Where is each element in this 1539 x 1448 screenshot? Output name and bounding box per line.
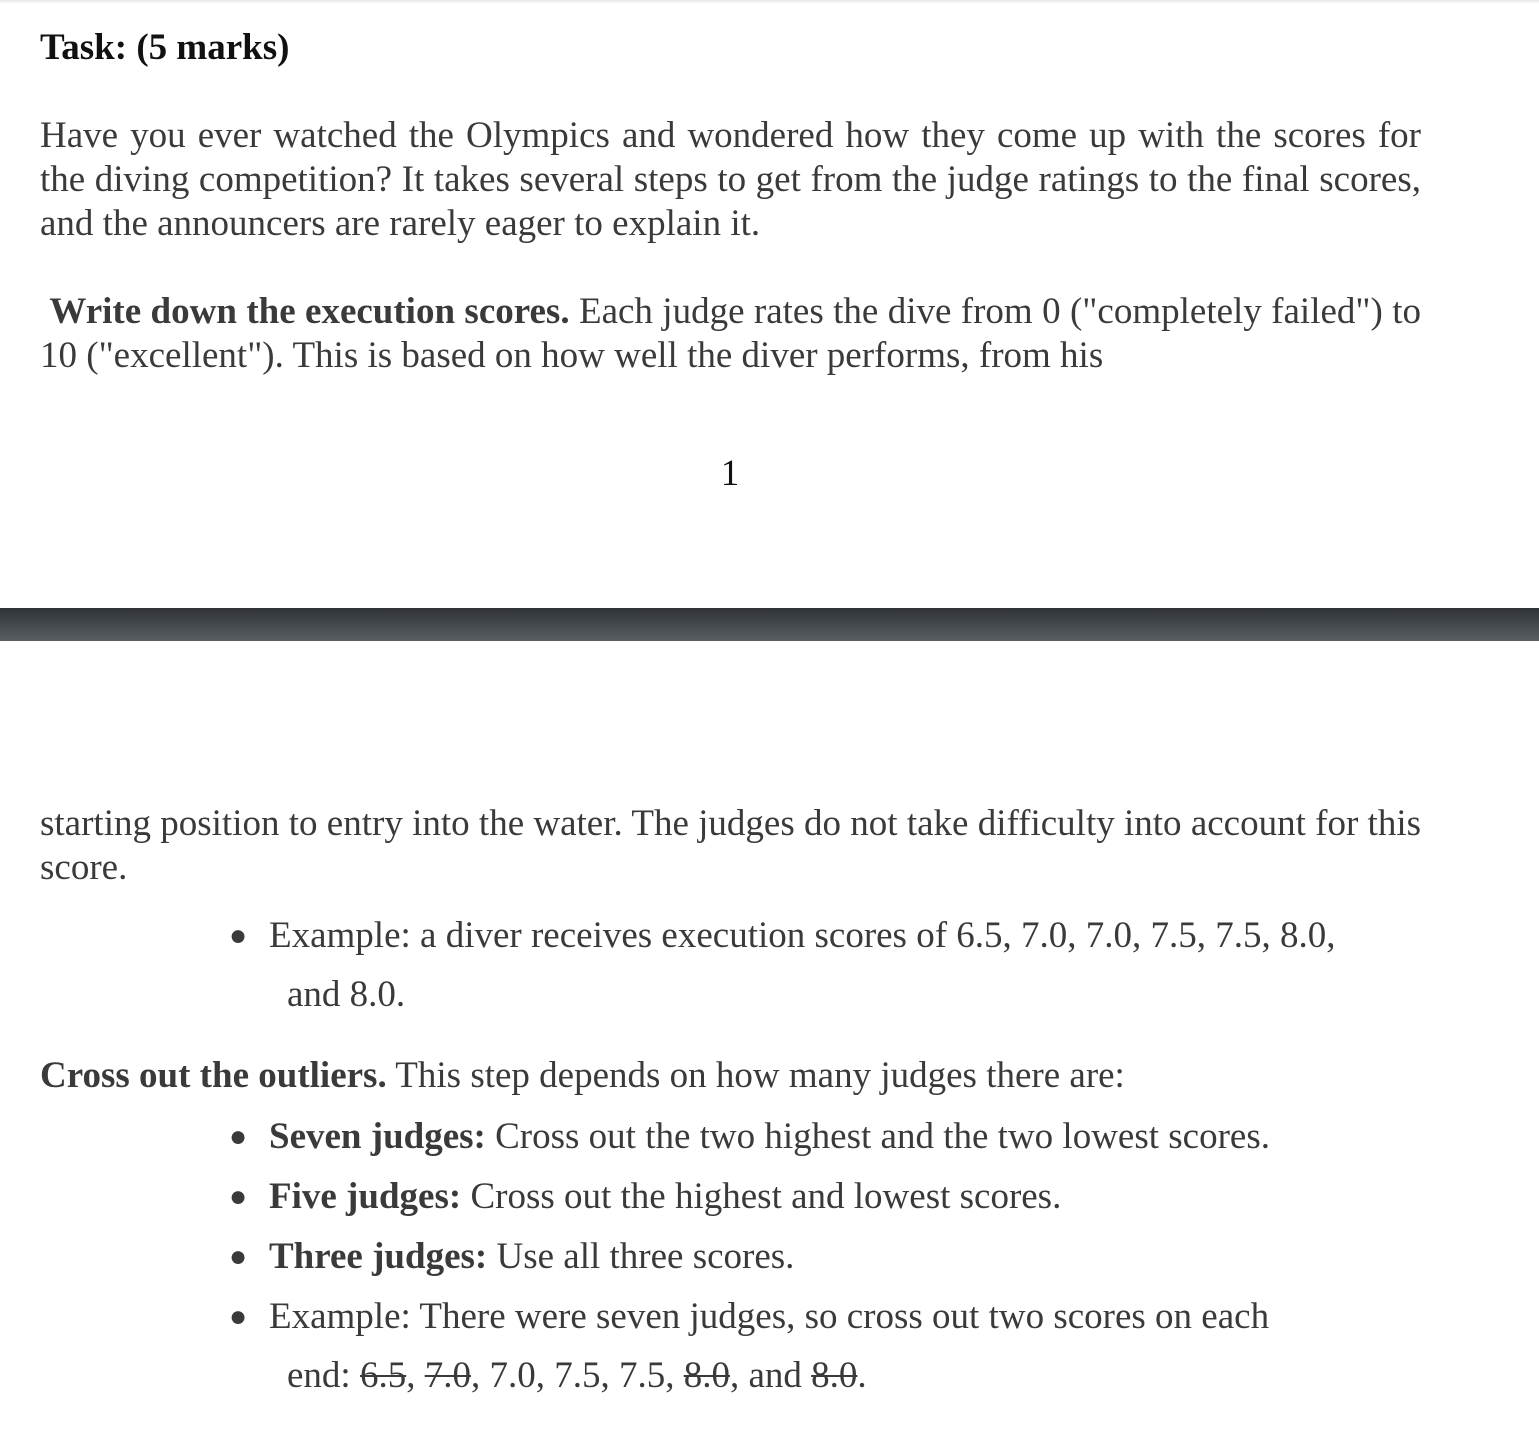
rule-label: Seven judges: [269,1116,486,1157]
page-edge-shadow [0,0,1539,4]
page-separator [0,608,1539,641]
page-number: 1 [720,453,740,494]
rule-label: Three judges: [269,1236,488,1277]
step1-bold-label: Write down the execution scores. [49,291,570,332]
example1-item [0,906,1420,1024]
step1-continued-paragraph: starting position to entry into the water. The judges do not take difficulty into account for this score. [40,803,1421,888]
list-item [0,1227,1420,1287]
struck-score: 6.5 [359,1355,407,1396]
separator: , [406,1355,425,1396]
separator: , and [729,1355,812,1396]
example2-line1: Example: There were seven judges, so cross out two scores on each [269,1296,1270,1337]
rule-text: Cross out the highest and lowest scores. [470,1176,1062,1217]
list-item [0,1107,1420,1167]
example2-item [0,1287,1420,1405]
struck-score: 7.0 [424,1355,471,1396]
bullet-icon: ● [229,1120,248,1153]
step2-paragraph [40,1054,1421,1098]
step2-bold-label: Cross out the outliers. [40,1055,387,1096]
period: . [857,1355,867,1396]
step1-text: Each judge rates the dive from 0 ("completely failed") to 10 ("excellent"). This is based on how well the diver performs, from his [40,291,1421,376]
example1-line1: Example: a diver receives execution scores of 6.5, 7.0, 7.0, 7.5, 7.5, 8.0, [269,915,1336,956]
bullet-icon: ● [229,1180,248,1213]
page-1 [0,0,1539,608]
intro-paragraph: Have you ever watched the Olympics and wondered how they come up with the scores for the diving competition? It takes several steps to get from the judge ratings to the final scores, and the announcers are rarely eager to explain it. [40,115,1421,244]
step2-text: This step depends on how many judges there are: [395,1055,1125,1096]
task-heading: Task: (5 marks) [40,27,290,68]
rule-text: Cross out the two highest and the two lowest scores. [495,1116,1270,1157]
list-item [0,1167,1420,1227]
example1-list [0,906,1420,1024]
bullet-icon: ● [229,1300,248,1333]
struck-score: 8.0 [683,1355,730,1396]
rule-text: Use all three scores. [496,1236,795,1277]
page-2 [0,641,1539,1448]
struck-score: 8.0 [811,1355,858,1396]
rules-list [0,1107,1420,1405]
kept-scores: , 7.0, 7.5, 7.5, [470,1355,684,1396]
example1-line2: and 8.0. [287,974,406,1015]
rule-label: Five judges: [269,1176,462,1217]
example2-line2 [269,1347,1420,1405]
bullet-icon: ● [229,1240,248,1273]
bullet-icon: ● [229,919,248,952]
example2-prefix: end: [287,1355,360,1396]
step1-paragraph [40,290,1421,378]
